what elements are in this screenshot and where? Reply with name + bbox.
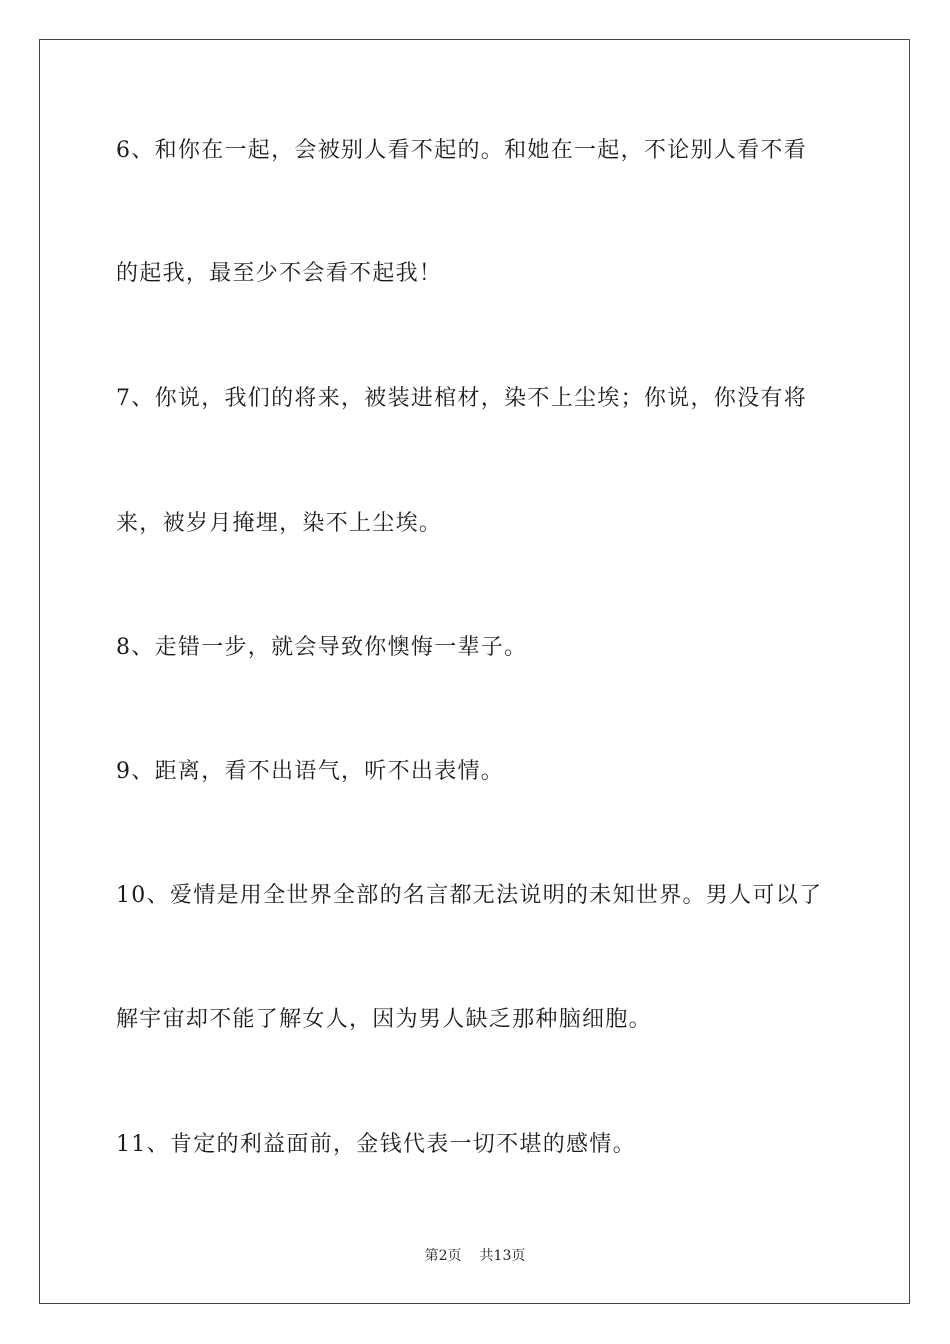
quote-6-line-2: 的起我，最至少不会看不起我！ [116, 261, 443, 286]
quote-6-line-1: 6、和你在一起，会被别人看不起的。和她在一起，不论别人看不看 [116, 138, 807, 163]
page-border [39, 39, 910, 1304]
page-total: 共13页 [479, 1248, 526, 1264]
quote-9: 9、距离，看不出语气，听不出表情。 [116, 759, 505, 784]
quote-11: 11、肯定的利益面前，金钱代表一切不堪的感情。 [116, 1132, 636, 1157]
page-number: 第2页 [424, 1248, 462, 1264]
quote-10-line-2: 解宇宙却不能了解女人，因为男人缺乏那种脑细胞。 [116, 1007, 652, 1032]
page-footer [0, 1247, 950, 1265]
quote-7-line-1: 7、你说，我们的将来，被装进棺材，染不上尘埃；你说，你没有将 [116, 386, 807, 411]
quote-8: 8、走错一步，就会导致你懊悔一辈子。 [116, 635, 528, 660]
quote-10-line-1: 10、爱情是用全世界全部的名言都无法说明的未知世界。男人可以了 [116, 883, 823, 908]
quote-7-line-2: 来，被岁月掩埋，染不上尘埃。 [116, 511, 443, 536]
